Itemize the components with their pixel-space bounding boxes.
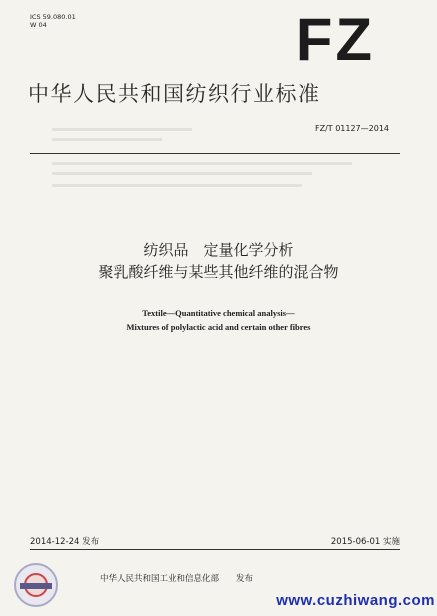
ics-code: ICS 59.080.01	[30, 13, 76, 21]
header-divider	[30, 153, 400, 154]
bleed-through-line	[52, 184, 302, 187]
issue-date: 2014-12-24 发布	[30, 537, 100, 547]
chinese-title-line-1: 纺织品 定量化学分析	[143, 241, 294, 259]
footer-divider	[30, 549, 400, 550]
fz-logo: FZ	[295, 6, 375, 73]
standard-code: FZ/T 01127—2014	[314, 124, 389, 133]
issuing-authority: 中华人民共和国工业和信息化部 发布	[100, 574, 254, 584]
bleed-through-line	[52, 138, 162, 141]
official-seal-icon	[14, 563, 58, 607]
bleed-through-line	[52, 162, 352, 165]
english-title-line-2: Mixtures of polylactic acid and certain other fibres	[126, 322, 311, 332]
standard-title: 中华人民共和国纺织行业标准	[28, 82, 321, 106]
bleed-through-line	[52, 172, 312, 175]
classification-code: W 04	[30, 21, 47, 29]
site-watermark: www.cuzhiwang.com	[276, 592, 435, 609]
chinese-title-line-2: 聚乳酸纤维与某些其他纤维的混合物	[98, 263, 339, 281]
effective-date: 2015-06-01 实施	[330, 537, 400, 547]
bleed-through-line	[52, 128, 192, 131]
seal-band-icon	[20, 583, 52, 589]
english-title-line-1: Textile—Quantitative chemical analysis—	[142, 308, 295, 318]
ics-block	[30, 13, 76, 29]
